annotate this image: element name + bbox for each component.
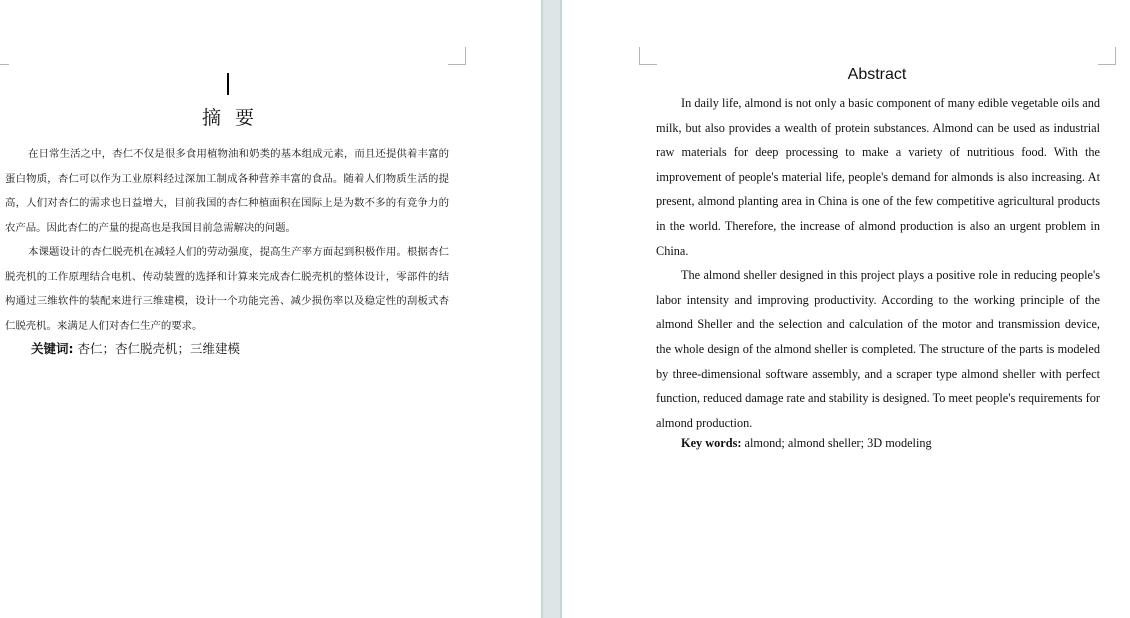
keywords-label: 关键词: [31,341,74,356]
keywords-zh [31,339,240,357]
keywords-label: Key words: [681,436,742,450]
paragraph: The almond sheller designed in this project plays a positive role in reducing people's labor intensity and improving productivity. According to the working principle of the almond Sheller and the selection and calculation of the motor and transmission device, the whole design of the almond sheller is completed. The structure of the parts is modeled by three-dimensional software assembly, and a scraper type almond sheller with perfect function, reduced damage rate and stability is designed. To meet people's requirements for almond production. [656,268,1100,430]
gutter-edge-left [541,0,543,618]
page-gutter [541,0,562,618]
text-cursor [227,73,229,95]
keywords-en [681,436,932,451]
document-page-left[interactable] [0,0,541,618]
paragraph: In daily life, almond is not only a basic component of many edible vegetable oils and milk, but also provides a wealth of protein substances. Almond can be used as industrial raw materials for deep processing to make a variety of nutritious food. With the improvement of people's material life, people's demand for almonds is also increasing. At present, almond planting area in China is one of the few competitive agricultural products in the world. Therefore, the increase of almond production is also an urgent problem in China. [656,96,1100,258]
abstract-title-en: Abstract [847,66,907,83]
abstract-body-en[interactable] [656,91,1100,435]
crop-mark-top-right [1098,47,1116,65]
keywords-text: almond; almond sheller; 3D modeling [744,436,932,450]
crop-mark-top-left [639,47,657,65]
abstract-body-zh[interactable] [5,142,449,338]
paragraph: 在日常生活之中，杏仁不仅是很多食用植物油和奶类的基本组成元素，而且还提供着丰富的蛋白物质，杏仁可以作为工业原料经过深加工制成各种营养丰富的食品。随着人们物质生活的提高，人们对杏仁的需求也日益增大，目前我国的杏仁种植面积在国际上是为数不多的有竞争力的农产品。因此杏仁的产量的提高也是我国目前急需解决的问题。 [5,148,449,234]
abstract-title-zh: 摘要 [201,107,268,129]
crop-mark-top-right [448,47,466,65]
keywords-text: 杏仁；杏仁脱壳机；三维建模 [77,341,240,356]
crop-mark-top-left [0,47,9,65]
paragraph: 本课题设计的杏仁脱壳机在减轻人们的劳动强度，提高生产率方面起到积极作用。根据杏仁脱壳机的工作原理结合电机、传动装置的选择和计算来完成杏仁脱壳机的整体设计，零部件的结构通过三维软件的装配来进行三维建模，设计一个功能完善、减少损伤率以及稳定性的刮板式杏仁脱壳机。来满足人们对杏仁生产的要求。 [5,246,449,332]
